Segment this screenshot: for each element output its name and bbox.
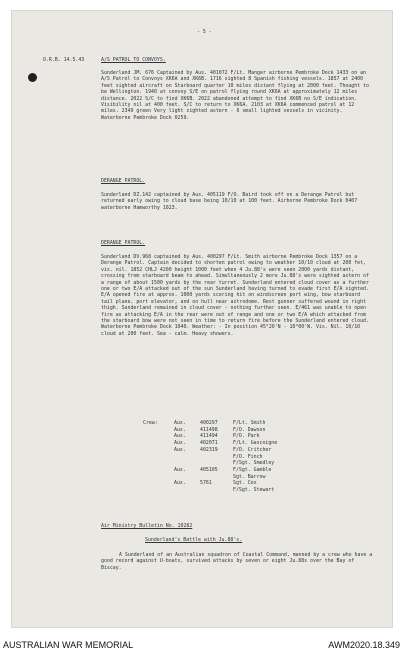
section-body-derange-1: Sunderland DZ.142 captained by Aus. 405119 F/O. Baird took off on a Derange Patrol but returned early owing to cloud base being 10/10 at 100 feet. Airborne Pembroke Dock 0407 waterborne Hamworthy 1023. <box>101 192 358 211</box>
crew-row: Crew: Aus. 400297 F/Lt. Smith <box>143 420 266 426</box>
section-body-as-patrol: Sunderland JM. 676 Captained by Aus. 401072 F/Lt. Manger airborne Pembroke Dock 1433 on an A/S Patrol to Convoys XK6A and XK6B. 1716 sighted 8 Spanish fishing vessels. 1857 at 2400 feet sighted aircraft on Starboard quarter 10 miles distant flying at 2000 feet. Thought to be Wellington. 1940 at convoy S/E on patrol flying round XK6A at approximately 12 miles distance. 2022 S/C to find XK6B. 2022 abandoned attempt to find XK6B no S/E indication. Visibility nil at 400 feet. S/C to return to XK6A. 2103 at XK6A commenced patrol at 12 miles. 2349 green Very light sighted astern - 6 small lighted vessels in vicinity. Waterborne Pembroke Dock 0259. <box>101 70 369 121</box>
crew-row: Aus. 402071 F/Lt. Gascoigne <box>174 440 278 447</box>
crew-row: Aus. 405105 F/Sgt. Gamble <box>174 466 272 473</box>
crew-row: Aus. 411498 F/O. Dawson <box>174 426 266 433</box>
bulletin-body: A Sunderland of an Australian squadron of Coastal Command, manned by a crew who have a good record against U-boats, survived attacks by seven or eight Ju.88s over the Bay of Biscay. <box>101 552 373 571</box>
punch-hole <box>28 73 37 82</box>
crew-row: Sgt. Barrow <box>233 473 266 480</box>
bulletin-title: Sunderland's Battle with Ju.88's. <box>145 537 243 543</box>
crew-label: Crew: <box>143 420 158 426</box>
footer-bar <box>0 637 403 653</box>
date-reference: O.R.B. 14.5.43 <box>43 57 85 63</box>
crew-row: Aus. 402319 F/O. Critcher <box>174 446 272 453</box>
crew-row: F/O. Finch <box>233 453 263 460</box>
page-number: - 5 - <box>197 29 212 35</box>
crew-list <box>143 420 343 494</box>
crew-row: Aus. 5761 Sgt. Cox <box>174 480 257 487</box>
section-body-derange-2: Sunderland DV.968 captained by Aus. 400297 F/Lt. Smith airborne Pembroke Dock 1357 on a Derange Patrol. Captain decided to shorten patrol owing to weather 10/10 cloud at 200 fet, vis. nil. 1852 CHLJ 4200 height 1000 feet when 4 Ju.88's were seen 2000 yards distant, crossing from starboard beam to ahead. Simultaneously 2 more Ju.88's were sighted astern of a range of about 1500 yards by the rear turret. Sunderland entered cloud cover as a further one or two E/A attacked out of the sun Sunderland having turned to evade first E/A sighted. E/A opened fire at approx. 1000 yards scoring hit on windscreen port wing, bow starboard tail plane, port elevator, and on hull near astrodome. Rest gunner suffered wound in right thigh. Sunderland remained in cloud cover - nothing further seen. E/461 was unable to open fire as attacking E/A in the rear were out of range and one or two E/A which attacked from the starboard bow were not seen in time to return fire before the Sunderland entered cloud. Waterborne Pembroke Dock 1940. Weather: - In position 45°20'N - 10°00'W. Vis. Nil. 10/10 cloud at 200 feet. Sea - calm. Heavy showers. <box>101 254 369 337</box>
section-heading-derange-1: DERANGE PATROL. <box>101 178 146 184</box>
crew-row: Aus. 411494 P/O. Park <box>174 433 260 440</box>
bulletin-heading: Air Ministry Bulletin No. 10282 <box>101 523 193 529</box>
crew-row: F/Sgt. Smedley <box>233 460 275 467</box>
section-heading-derange-2: DERANGE PATROL. <box>101 240 146 246</box>
footer-institution: AUSTRALIAN WAR MEMORIAL <box>3 640 134 650</box>
crew-row: F/Sgt. Stewart <box>233 487 275 494</box>
section-heading-as-patrol: A/S PATROL TO CONVOYS. <box>101 57 166 63</box>
footer-accession-number: AWM2020.18.349 <box>328 640 400 650</box>
